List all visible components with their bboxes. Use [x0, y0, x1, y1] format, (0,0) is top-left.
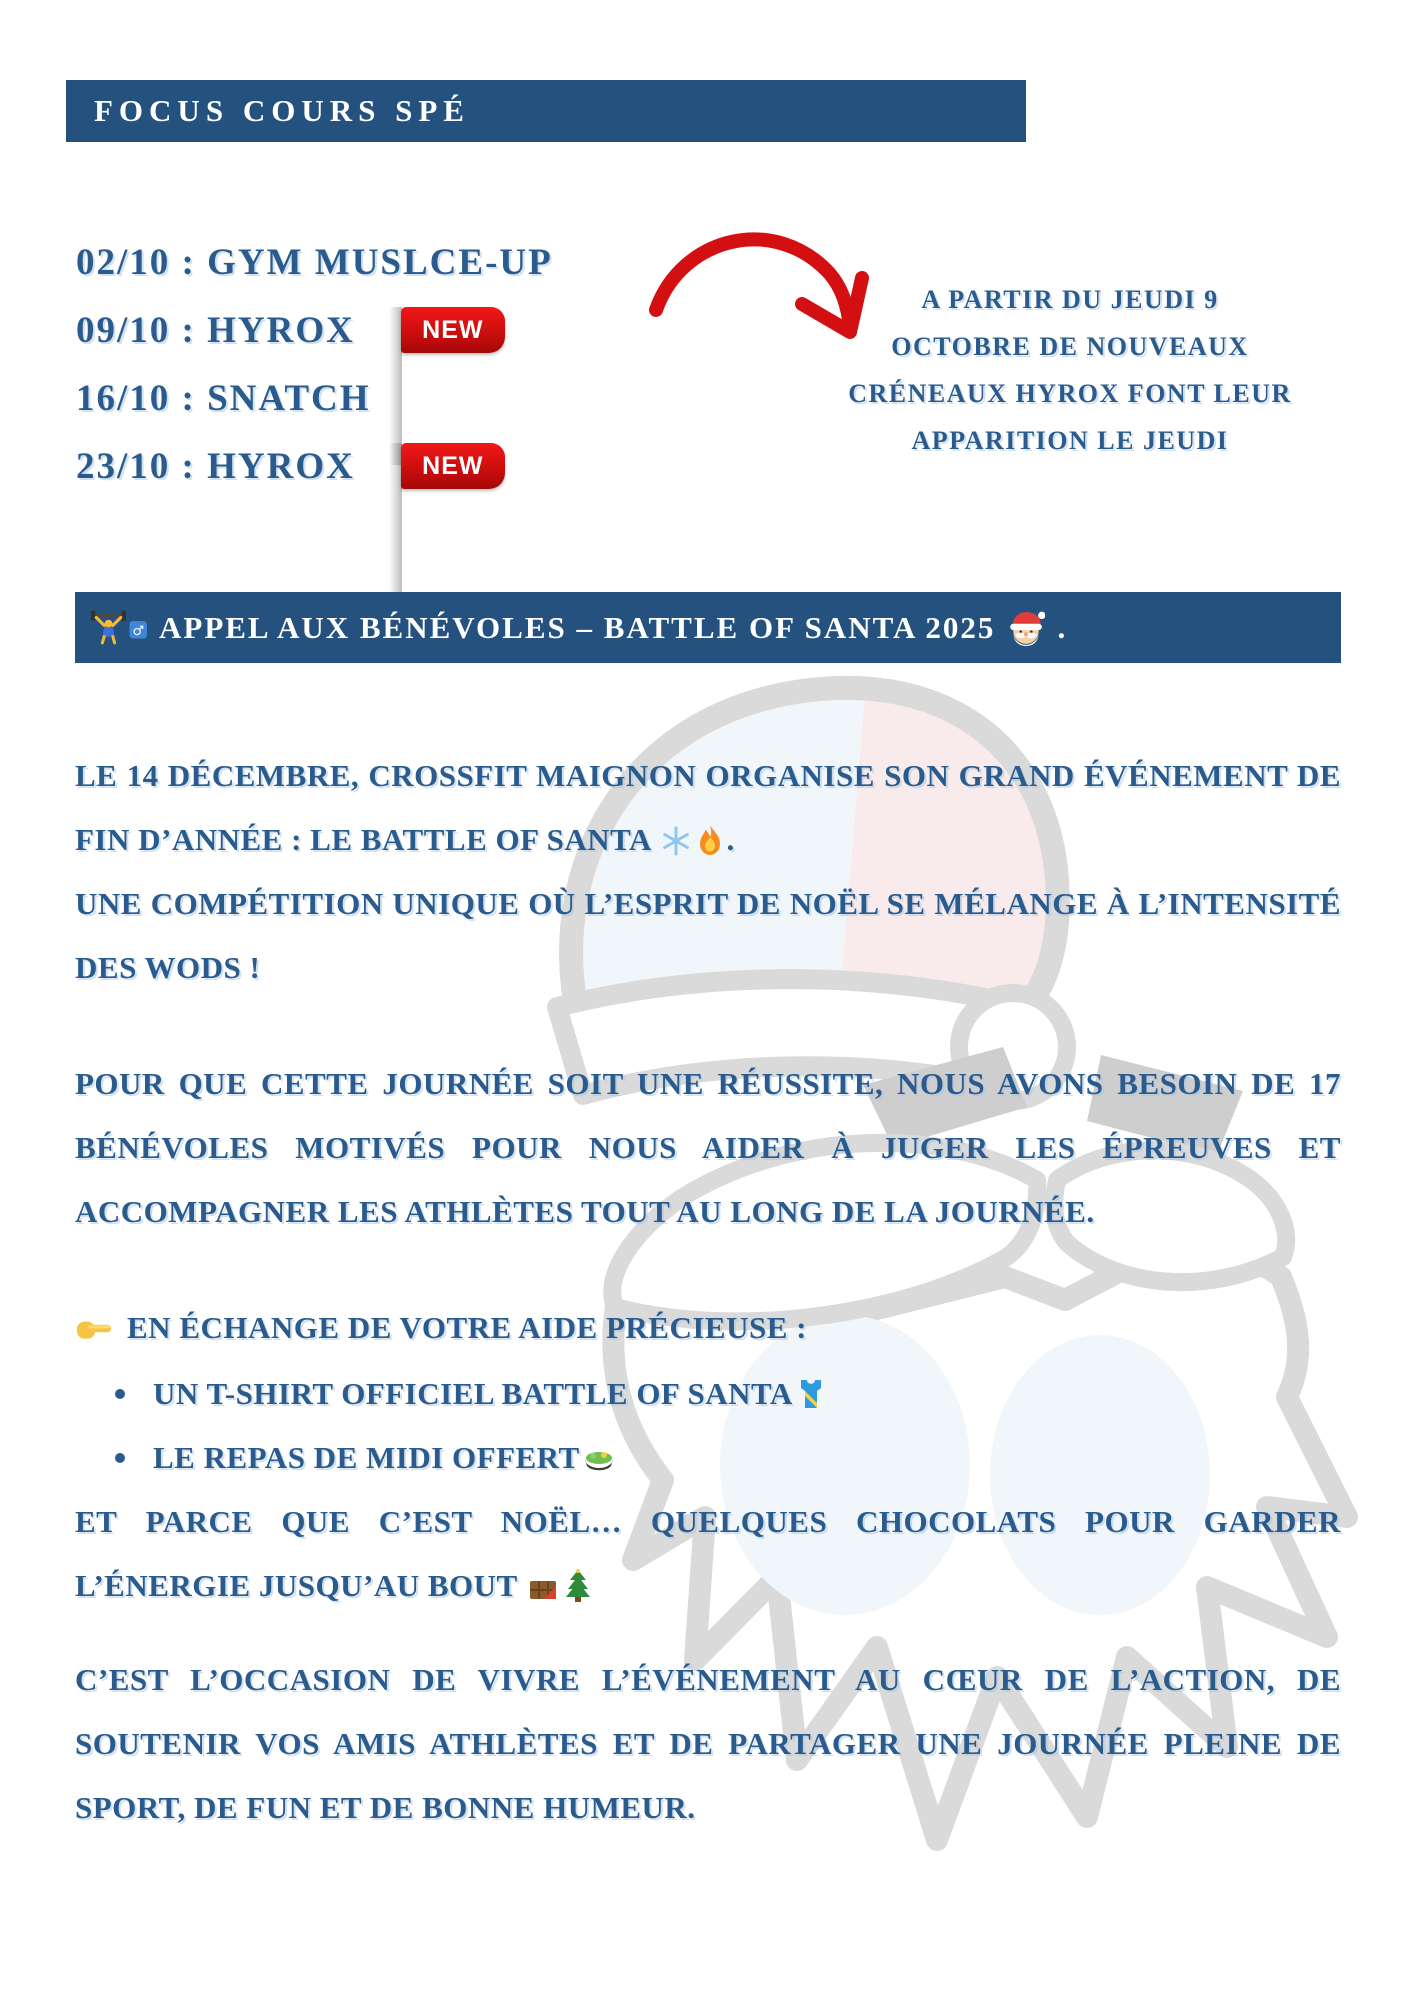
paragraph-volunteers-needed: POUR QUE CETTE JOURNÉE SOIT UNE RÉUSSITE, NOUS AVONS BESOIN DE 17 BÉNÉVOLES MOTIVÉS POUR NOUS AIDER À JUGER LES ÉPREUVES ET ACCOMPAGNER LES ATHLÈTES TOUT AU LONG DE LA JOURNÉE.: [75, 1066, 1341, 1229]
callout-line: CRÉNEAUX HYROX FONT LEUR: [848, 379, 1292, 408]
bullet-dot: [115, 1453, 125, 1463]
hyrox-callout: [845, 276, 1295, 464]
benefit-item: [115, 1362, 1341, 1426]
callout-line: A PARTIR DU JEUDI 9: [921, 285, 1219, 314]
hand-drawn-arrow: [648, 212, 870, 352]
benefit-text: LE REPAS DE MIDI OFFERT: [153, 1440, 580, 1475]
callout-line: APPARITION LE JEUDI: [911, 426, 1229, 455]
paragraph-event-intro: LE 14 DÉCEMBRE, CROSSFIT MAIGNON ORGANISE SON GRAND ÉVÉNEMENT DE FIN D’ANNÉE : LE BATTLE OF SANTA . UNE COMPÉTITION UNIQUE OÙ L’ESPRIT DE NOËL SE MÉLANGE À L’INTENSITÉ DES WODS !: [75, 758, 1341, 985]
course-label: 16/10 : SNATCH: [76, 377, 371, 419]
volunteers-section-header: [75, 592, 1341, 663]
exchange-heading-text: EN ÉCHANGE DE VOTRE AIDE PRÉCIEUSE :: [127, 1310, 807, 1345]
svg-text:♂: ♂: [132, 623, 145, 639]
new-badge-wrap: [401, 443, 505, 489]
weightlifter-male-icon: [91, 608, 147, 648]
exchange-heading: [75, 1310, 1341, 1346]
chocolate-icon: [528, 1578, 558, 1602]
course-row: [76, 432, 553, 500]
course-row: [76, 228, 553, 296]
course-row: [76, 296, 553, 364]
focus-section-title: FOCUS COURS SPÉ: [94, 93, 470, 128]
course-label: 23/10 : HYROX: [76, 445, 355, 487]
course-label: 09/10 : HYROX: [76, 309, 355, 351]
benefit-text: UN T-SHIRT OFFICIEL BATTLE OF SANTA: [153, 1376, 793, 1411]
new-badge: NEW: [401, 443, 505, 489]
body-copy: [75, 744, 1341, 1840]
focus-section-header: [66, 80, 1026, 142]
paragraph-chocolates: ET PARCE QUE C’EST NOËL… QUELQUES CHOCOLATS POUR GARDER L’ÉNERGIE JUSQU’AU BOUT: [75, 1504, 1341, 1603]
course-row: [76, 364, 553, 432]
christmas-tree-icon: [564, 1568, 592, 1602]
running-shirt-icon: [796, 1378, 826, 1410]
pointing-hand-icon: [75, 1312, 113, 1344]
new-badge-wrap: [401, 307, 505, 353]
santa-icon: [1007, 609, 1045, 647]
fire-icon: [697, 824, 723, 856]
course-label: 02/10 : GYM MUSLCE-UP: [76, 241, 553, 283]
snowflake-icon: [661, 826, 691, 856]
page-curl-shadow: [389, 443, 402, 601]
sentence-period: .: [726, 822, 735, 857]
green-salad-icon: [583, 1444, 615, 1472]
callout-line: OCTOBRE DE NOUVEAUX: [891, 332, 1249, 361]
title-period: .: [1057, 609, 1066, 645]
bullet-dot: [115, 1389, 125, 1399]
volunteers-section-title: APPEL AUX BÉNÉVOLES – BATTLE OF SANTA 2025: [159, 609, 996, 645]
course-schedule-list: [76, 228, 553, 500]
paragraph-closing: C’EST L’OCCASION DE VIVRE L’ÉVÉNEMENT AU CŒUR DE L’ACTION, DE SOUTENIR VOS AMIS ATHLÈTES ET DE PARTAGER UNE JOURNÉE PLEINE DE SPORT, DE FUN ET DE BONNE HUMEUR.: [75, 1662, 1341, 1825]
benefit-item: [115, 1426, 1341, 1490]
benefit-list: [75, 1362, 1341, 1490]
new-badge: NEW: [401, 307, 505, 353]
page-curl-shadow: [389, 307, 402, 465]
